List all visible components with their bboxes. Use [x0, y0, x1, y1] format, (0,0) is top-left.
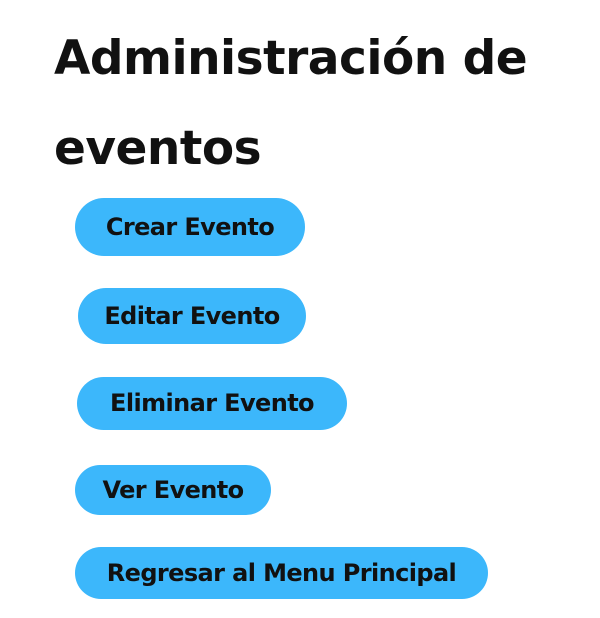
- create-event-button[interactable]: Crear Evento: [75, 198, 305, 256]
- delete-event-button[interactable]: Eliminar Evento: [77, 377, 347, 430]
- view-event-button[interactable]: Ver Evento: [75, 465, 271, 515]
- back-to-main-menu-button[interactable]: Regresar al Menu Principal: [75, 547, 488, 599]
- edit-event-button[interactable]: Editar Evento: [78, 288, 306, 344]
- page-title: Administración de eventos: [54, 31, 528, 176]
